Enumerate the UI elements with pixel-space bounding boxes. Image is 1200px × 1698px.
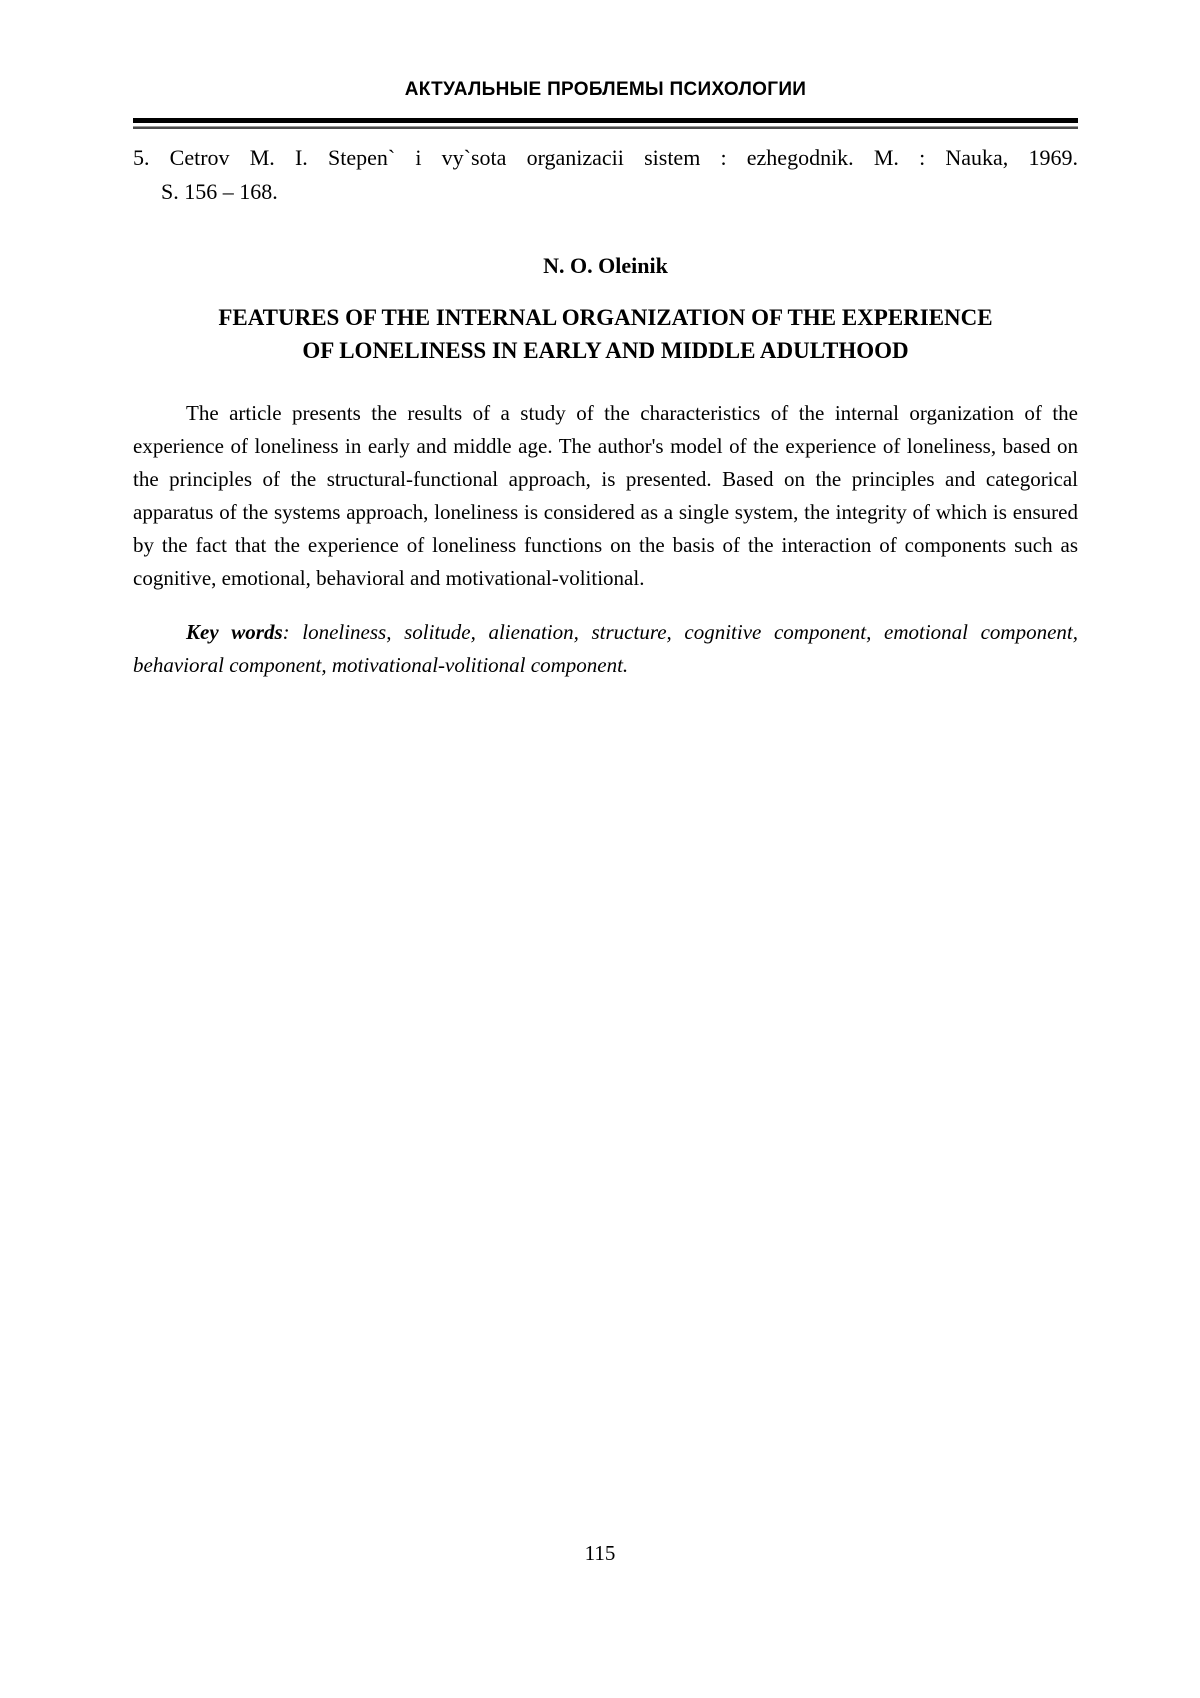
- page-content: [133, 0, 1078, 703]
- reference-pages: S. 156 – 168.: [161, 179, 278, 204]
- page-number: 115: [584, 1541, 616, 1565]
- keywords-label: Key words: [186, 620, 283, 644]
- header-rule-thin-line: [133, 126, 1078, 129]
- article-author: N. O. Oleinik: [543, 253, 668, 278]
- article-abstract: The article presents the results of a study of the characteristics of the internal organization of the experience of loneliness in early and middle age. The author's model of the experience of loneliness, based on the principles of the structural-functional approach, is presented. Based on the principles and categorical apparatus of the systems approach, loneliness is considered as a single system, the integrity of which is ensured by the fact that the experience of loneliness functions on the basis of the interaction of components such as cognitive, emotional, behavioral and motivational-volitional.: [133, 401, 1078, 590]
- article-keywords: [133, 616, 1078, 682]
- header-rule-thick-line: [133, 118, 1078, 123]
- reference-source: 5. Cetrov M. I. Stepen` i vy`sota organizacii sistem : ezhegodnik. M. : Nauka, 1969.: [133, 145, 1078, 170]
- article-title: [133, 301, 1078, 367]
- article-title-line2: OF LONELINESS IN EARLY AND MIDDLE ADULTHOOD: [302, 338, 909, 363]
- header-rule: [133, 118, 1078, 129]
- reference-item: [133, 141, 1078, 209]
- article-title-line1: FEATURES OF THE INTERNAL ORGANIZATION OF THE EXPERIENCE: [218, 305, 993, 330]
- keywords-text: : loneliness, solitude, alienation, structure, cognitive component, emotional component, behavioral component, motivational-volitional component.: [133, 620, 1078, 677]
- journal-header-title: АКТУАЛЬНЫЕ ПРОБЛЕМЫ ПСИХОЛОГИИ: [404, 79, 807, 100]
